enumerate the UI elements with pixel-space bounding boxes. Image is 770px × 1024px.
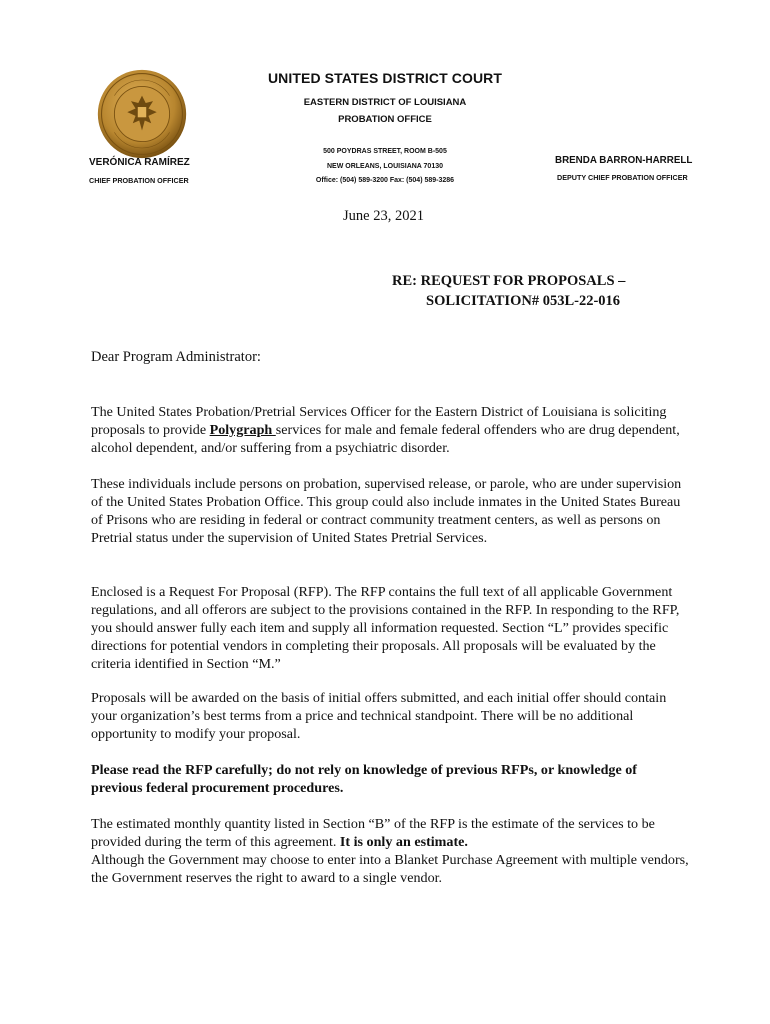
deputy-chief-name: BRENDA BARRON-HARRELL <box>555 155 693 166</box>
paragraph-6-text: The estimated monthly quantity listed in Section “B” of the RFP is the estimate of the services to be provided during the term of this agreement. <box>91 816 655 850</box>
address-line-1: 500 POYDRAS STREET, ROOM B-505 <box>323 148 447 155</box>
paragraph-1-text-end: services for male and female federal offenders who are drug dependent, alcohol dependent, and/or suffering from a psychiatric disorder. <box>91 422 680 456</box>
court-title: UNITED STATES DISTRICT COURT <box>267 70 503 86</box>
paragraph-6 <box>91 815 691 887</box>
paragraph-3: Enclosed is a Request For Proposal (RFP). The RFP contains the full text of all applicable Government regulations, and all offerors are subject to the provisions contained in the RFP. In responding to the RFP, you should answer fully each item and supply all information requested. Section “L” provides specific directions for potential vendors in completing their proposals. All proposals will be evaluated by the criteria identified in Section “M.” <box>91 584 680 672</box>
address-line-3: Office: (504) 589-3200 Fax: (504) 589-3286 <box>315 177 455 184</box>
paragraph-6-text-end: Although the Government may choose to enter into a Blanket Purchase Agreement with multiple vendors, the Government reserves the right to award to a single vendor. <box>91 852 689 886</box>
service-type-emphasis: Polygraph <box>209 422 276 438</box>
office-name: PROBATION OFFICE <box>338 114 432 125</box>
deputy-chief-title: DEPUTY CHIEF PROBATION OFFICER <box>557 173 688 182</box>
address-line-2: NEW ORLEANS, LOUISIANA 70130 <box>326 163 444 170</box>
paragraph-5-warning: Please read the RFP carefully; do not rely on knowledge of previous RFPs, or knowledge of previous federal procurement procedures. <box>91 762 637 796</box>
paragraph-1 <box>91 403 691 457</box>
chief-officer-name: VERÓNICA RAMÍREZ <box>89 157 190 168</box>
re-line-2: SOLICITATION# 053L-22-016 <box>426 293 621 309</box>
re-line-1: RE: REQUEST FOR PROPOSALS – <box>392 273 626 289</box>
estimate-emphasis: It is only an estimate. <box>339 834 468 850</box>
salutation: Dear Program Administrator: <box>91 349 261 365</box>
chief-officer-title: CHIEF PROBATION OFFICER <box>89 176 189 185</box>
district-name: EASTERN DISTRICT OF LOUISIANA <box>303 97 467 108</box>
paragraph-2: These individuals include persons on probation, supervised release, or parole, who are under supervision of the United States Probation Office. This group could also include inmates in the United States Bureau of Prisons who are residing in federal or contract community treatment centers, as well as persons on Pretrial status under the supervision of United States Pretrial Services. <box>91 476 682 546</box>
paragraph-1-text: The United States Probation/Pretrial Services Officer for the Eastern District of Louisiana is soliciting proposals to provide <box>91 404 667 438</box>
paragraph-4: Proposals will be awarded on the basis of initial offers submitted, and each initial offer should contain your organization’s best terms from a price and technical standpoint. There will be no additional opportunity to modify your proposal. <box>91 690 667 742</box>
letter-date: June 23, 2021 <box>343 208 424 224</box>
